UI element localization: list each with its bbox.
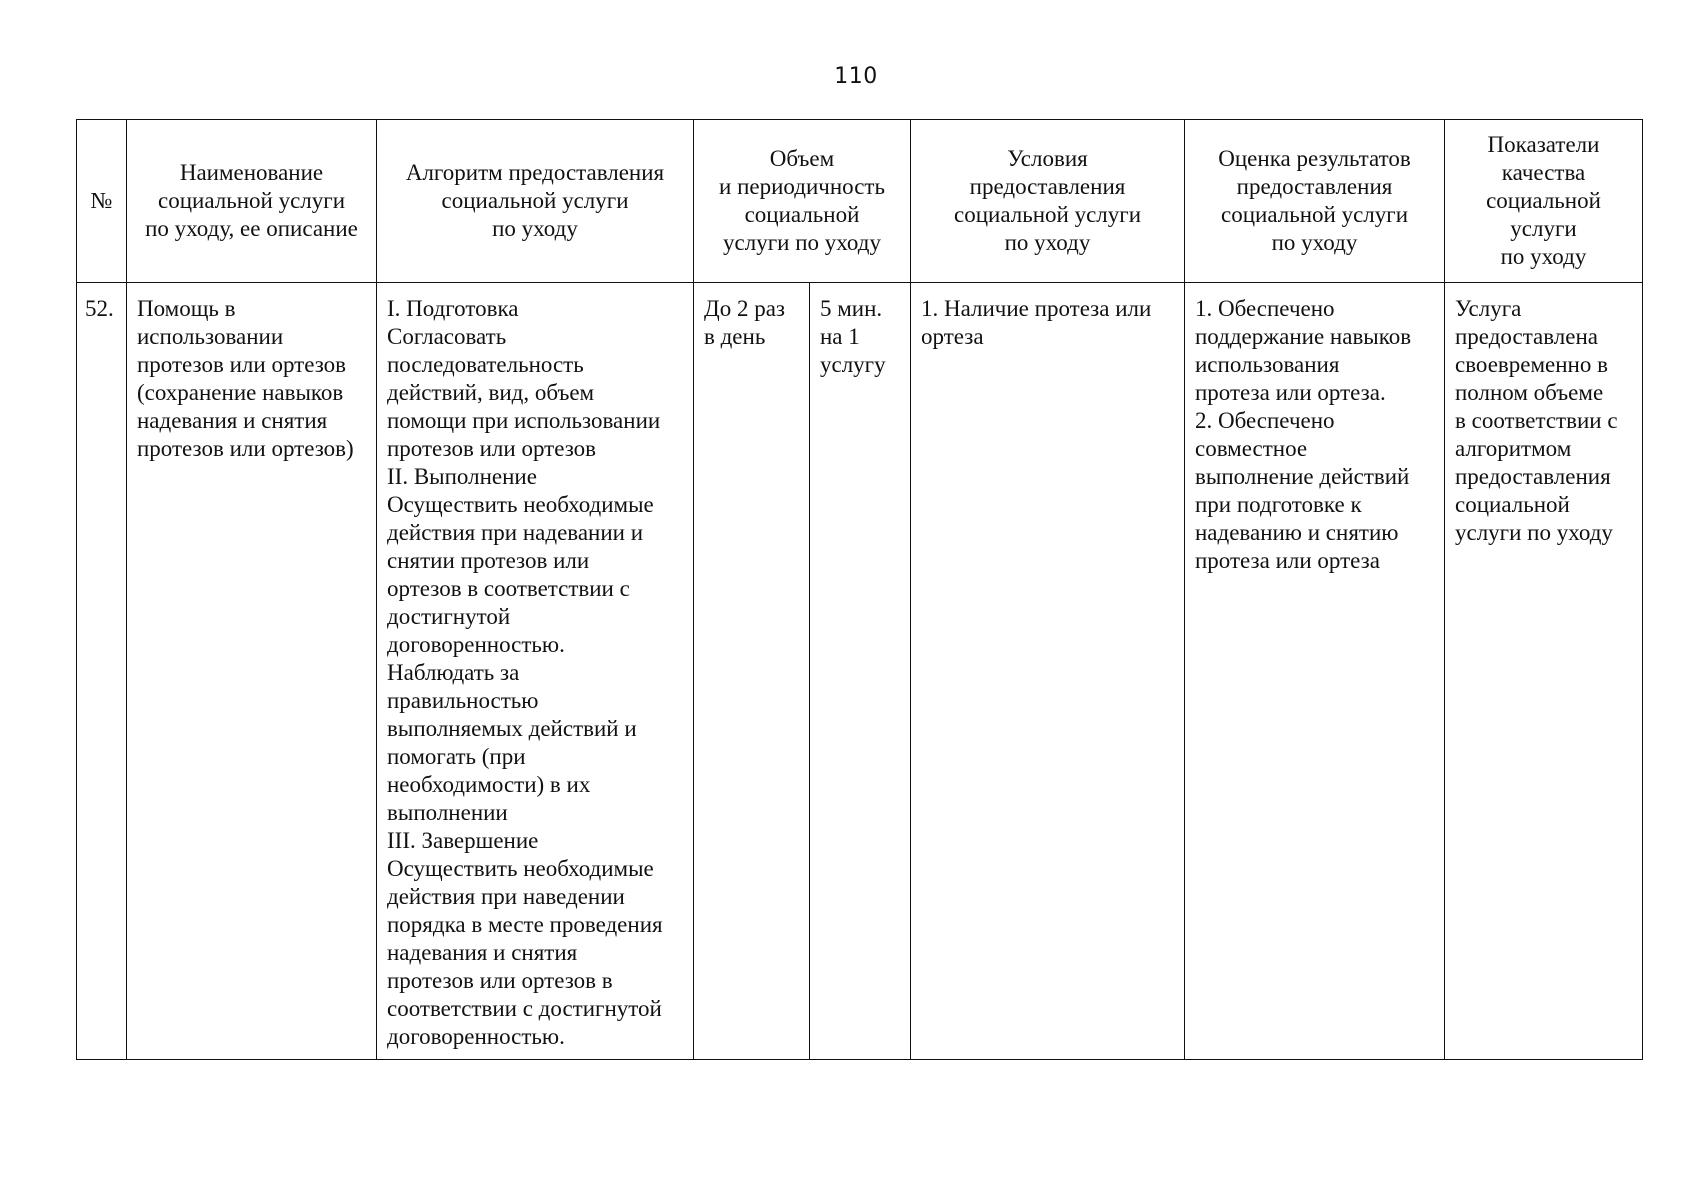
cell-periodicity: 5 мин. на 1 услугу: [810, 283, 911, 1060]
cell-algorithm: I. Подготовка Согласовать последовательность действий, вид, объем помощи при использовании протезов или ортезов II. Выполнение Осуществить необходимые действия при надевании и снятии протезов или ортезов в соответствии с достигнутой договоренностью. Наблюдать за правильностью выполняемых действий и помогать (при необходимости) в их выполнении III. Завершение Осуществить необходимые действия при наведении порядка в месте проведения надевания и снятия протезов или ортезов в соответствии с достигнутой договоренностью.: [377, 283, 694, 1060]
table-row: [77, 283, 1643, 1060]
social-service-table: [76, 119, 1643, 1060]
header-algorithm: Алгоритм предоставления социальной услуги по уходу: [377, 120, 694, 283]
cell-conditions: 1. Наличие протеза или ортеза: [911, 283, 1185, 1060]
header-evaluation: Оценка результатов предоставления социальной услуги по уходу: [1185, 120, 1445, 283]
cell-service-name: Помощь в использовании протезов или ортезов (сохранение навыков надевания и снятия протезов или ортезов): [127, 283, 377, 1060]
header-volume-periodicity: Объем и периодичность социальной услуги по уходу: [694, 120, 911, 283]
header-number: №: [77, 120, 127, 283]
table-header-row: [77, 120, 1643, 283]
cell-evaluation: 1. Обеспечено поддержание навыков использования протеза или ортеза. 2. Обеспечено совместное выполнение действий при подготовке к надеванию и снятию протеза или ортеза: [1185, 283, 1445, 1060]
cell-volume: До 2 раз в день: [694, 283, 810, 1060]
header-conditions: Условия предоставления социальной услуги по уходу: [911, 120, 1185, 283]
header-quality: Показатели качества социальной услуги по уходу: [1445, 120, 1643, 283]
header-service-name: Наименование социальной услуги по уходу, ее описание: [127, 120, 377, 283]
cell-quality: Услуга предоставлена своевременно в полном объеме в соответствии с алгоритмом предоставления социальной услуги по уходу: [1445, 283, 1643, 1060]
row-number: 52.: [77, 283, 127, 1060]
page-number: 110: [834, 64, 878, 89]
